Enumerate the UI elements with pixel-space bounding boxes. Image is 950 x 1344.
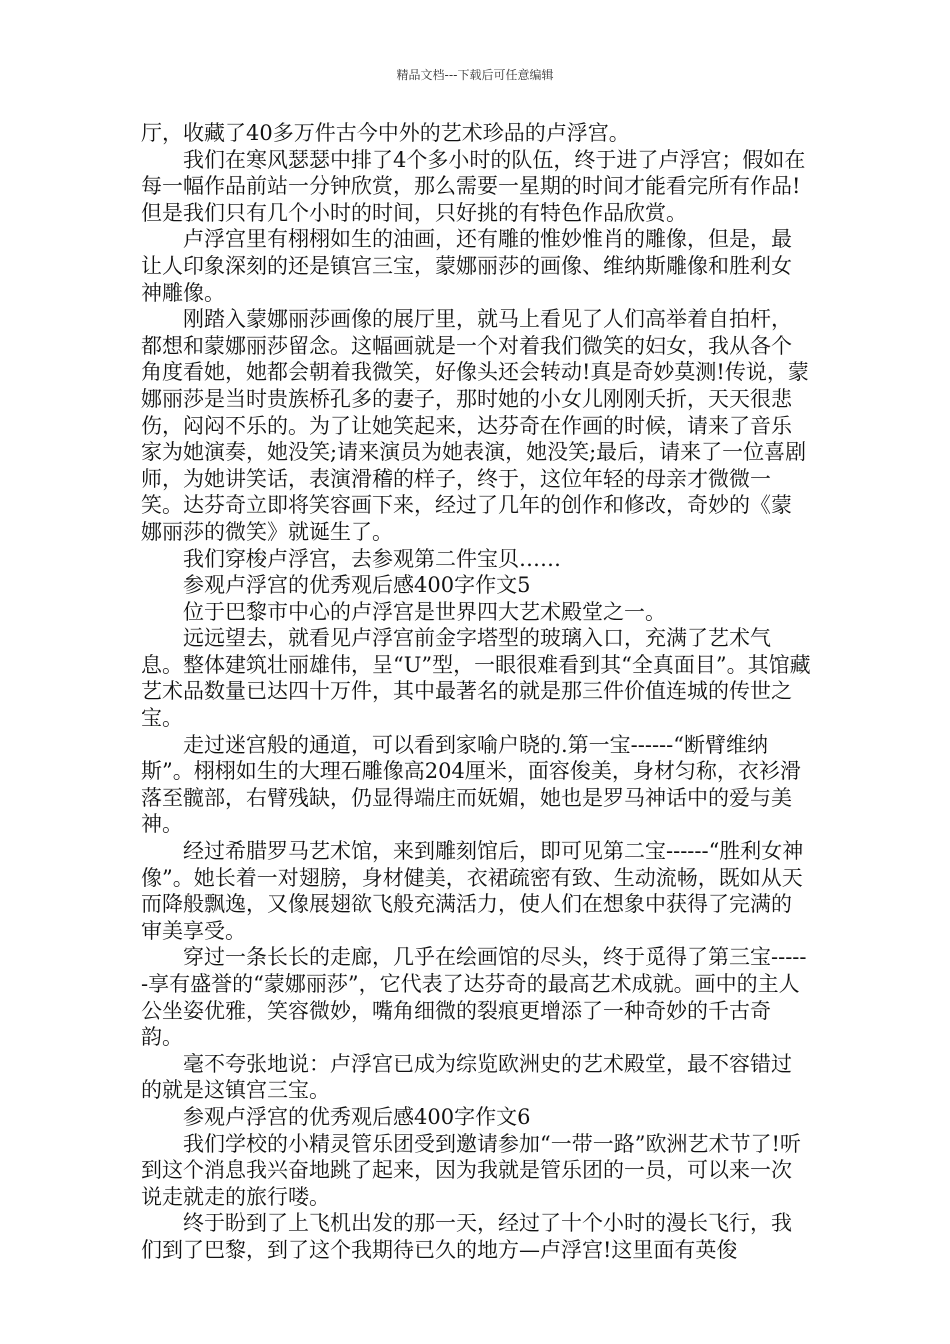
document-body <box>141 120 811 1264</box>
paragraph: 刚踏入蒙娜丽莎画像的展厅里，就马上看见了人们高举着自拍杆，都想和蒙娜丽莎留念。这幅画就是一个对着我们微笑的妇女，我从各个角度看她，她都会朝着我微笑，好像头还会转动!真是奇妙莫测!传说，蒙娜丽莎是当时贵族桥孔多的妻子，那时她的小女儿刚刚夭折，天天很悲伤，闷闷不乐的。为了让她笑起来，达芬奇在作画的时候，请来了音乐家为她演奏，她没笑;请来演员为她表演，她没笑;最后，请来了一位喜剧师，为她讲笑话，表演滑稽的样子，终于，这位年轻的母亲才微微一笑。达芬奇立即将笑容画下来，经过了几年的创作和修改，奇妙的《蒙娜丽莎的微笑》就诞生了。 <box>141 307 809 544</box>
paragraph: 经过希腊罗马艺术馆，来到雕刻馆后，即可见第二宝------“胜利女神像”。她长着一对翅膀，身材健美，衣裙疏密有致、生动流畅，既如从天而降般飘逸，又像展翅欲飞般充满活力，使人们在想象中获得了完满的审美享受。 <box>141 839 804 943</box>
section-heading: 参观卢浮宫的优秀观后感400字作文6 <box>183 1104 531 1129</box>
paragraph: 我们在寒风瑟瑟中排了4个多小时的队伍，终于进了卢浮宫；假如在每一幅作品前站一分钟欣赏，那么需要一星期的时间才能看完所有作品!但是我们只有几个小时的时间，只好挑的有特色作品欣赏。 <box>141 147 806 225</box>
paragraph: 毫不夸张地说：卢浮宫已成为综览欧洲史的艺术殿堂，最不容错过的就是这镇宫三宝。 <box>141 1051 792 1103</box>
paragraph: 我们穿梭卢浮宫，去参观第二件宝贝…… <box>183 546 561 571</box>
paragraph: 卢浮宫里有栩栩如生的油画，还有雕的惟妙惟肖的雕像，但是，最让人印象深刻的还是镇宫三宝，蒙娜丽莎的画像、维纳斯雕像和胜利女神雕像。 <box>141 227 792 305</box>
paragraph: 穿过一条长长的走廊，几乎在绘画馆的尽头，终于觅得了第三宝------享有盛誉的“蒙娜丽莎”，它代表了达芬奇的最高艺术成就。画中的主人公坐姿优雅，笑容微妙，嘴角细微的裂痕更增添了一种奇妙的千古奇韵。 <box>141 945 807 1050</box>
paragraph: 远远望去，就看见卢浮宫前金字塔型的玻璃入口，充满了艺术气息。整体建筑壮丽雄伟，呈“U”型，一眼很难看到其“全真面目”。其馆藏艺术品数量已达四十万件，其中最著名的就是那三件价值连城的传世之宝。 <box>141 626 811 731</box>
paragraph: 终于盼到了上飞机出发的那一天，经过了十个小时的漫长飞行，我们到了巴黎，到了这个我期待已久的地方—卢浮宫!这里面有英俊 <box>141 1211 792 1262</box>
paragraph: 我们学校的小精灵管乐团受到邀请参加“一带一路”欧洲艺术节了!听到这个消息我兴奋地跳了起来，因为我就是管乐团的一员，可以来一次说走就走的旅行喽。 <box>141 1131 801 1209</box>
page-header: 精品文档---下载后可任意编辑 <box>396 68 554 82</box>
paragraph: 厅，收藏了40多万件古今中外的艺术珍品的卢浮宫。 <box>141 121 630 145</box>
section-heading: 参观卢浮宫的优秀观后感400字作文5 <box>183 573 531 598</box>
paragraph: 走过迷宫般的通道，可以看到家喻户晓的.第一宝------“断臂维纳斯”。栩栩如生的大理石雕像高204厘米，面容俊美，身材匀称，衣衫滑落至髋部，右臂残缺，仍显得端庄而妩媚，她也是罗马神话中的爱与美神。 <box>141 732 801 837</box>
paragraph: 位于巴黎市中心的卢浮宫是世界四大艺术殿堂之一。 <box>183 599 666 624</box>
